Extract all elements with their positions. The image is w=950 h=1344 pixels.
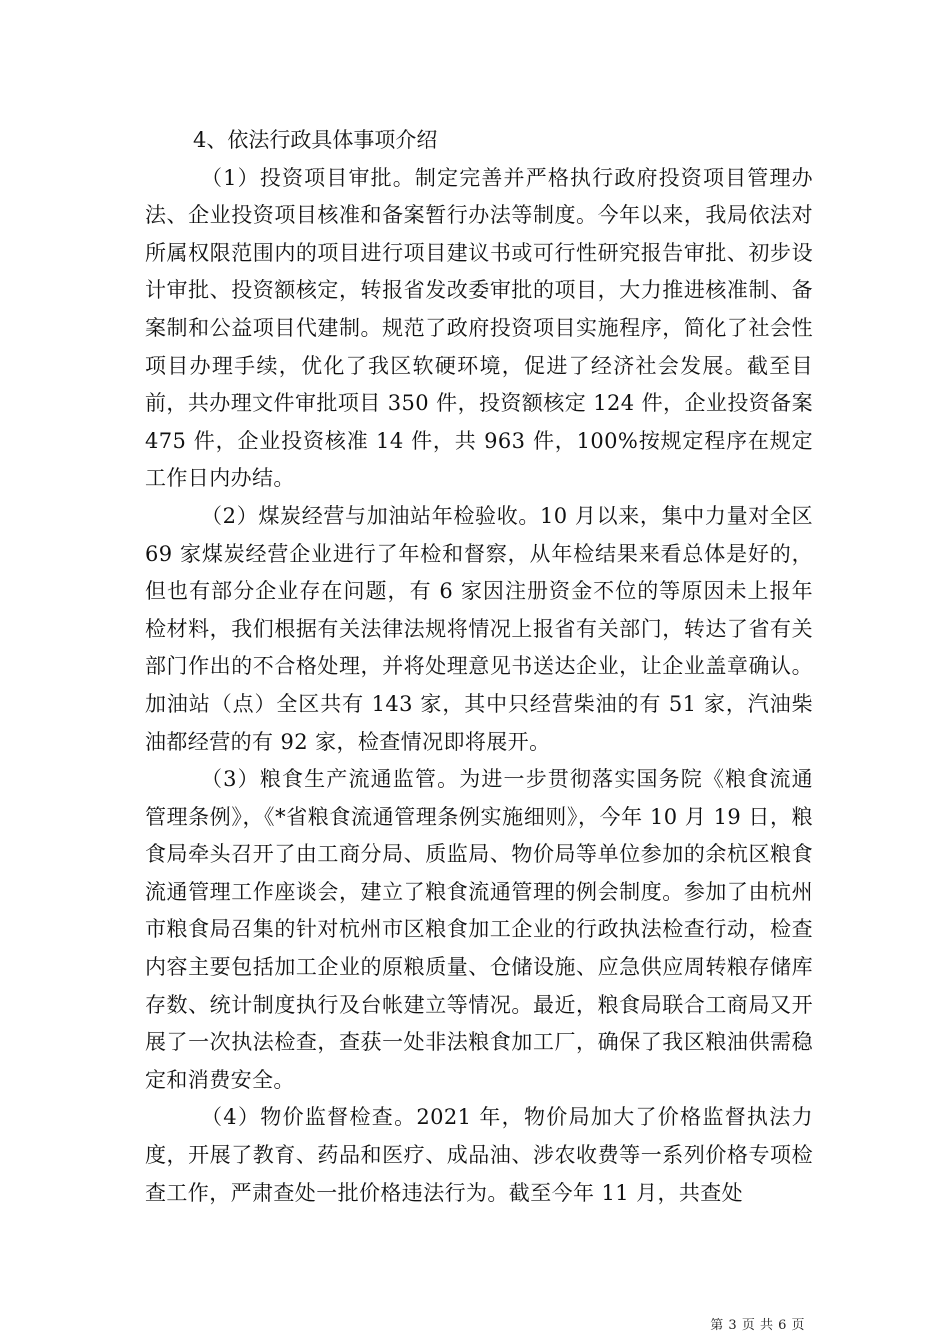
paragraph-price-inspection: （4）物价监督检查。2021 年，物价局加大了价格监督执法力度，开展了教育、药品和医疗、成品油、涉农收费等一系列价格专项检查工作，严肃查处一批价格违法行为。截至今年 11 月，共查处 — [145, 1105, 813, 1205]
section-heading: 4、依法行政具体事项介绍 — [193, 128, 438, 152]
paragraph-coal-gas-station: （2）煤炭经营与加油站年检验收。10 月以来，集中力量对全区 69 家煤炭经营企业进行了年检和督察，从年检结果来看总体是好的，但也有部分企业存在问题，有 6 家因注册资金不位的等原因未上报年检材料，我们根据有关法律法规将情况上报省有关部门，转达了省有关部门作出的不合格处理，并将处理意见书送达企业，让企业盖章确认。加油站（点）全区共有 143 家，其中只经营柴油的有 51 家，汽油柴油都经营的有 92 家，检查情况即将展开。 — [145, 503, 813, 754]
paragraph-investment-approval: （1）投资项目审批。制定完善并严格执行政府投资项目管理办法、企业投资项目核准和备案暂行办法等制度。今年以来，我局依法对所属权限范围内的项目进行项目建议书或可行性研究报告审批、初步设计审批、投资额核定，转报省发改委审批的项目，大力推进核准制、备案制和公益项目代建制。规范了政府投资项目实施程序，简化了社会性项目办理手续，优化了我区软硬环境，促进了经济社会发展。截至目前，共办理文件审批项目 350 件，投资额核定 124 件，企业投资备案 475 件，企业投资核准 14 件，共 963 件，100%按规定程序在规定工作日内办结。 — [145, 165, 813, 491]
page-number: 第 3 页 共 6 页 — [710, 1318, 805, 1333]
document-body — [145, 122, 813, 1212]
paragraph-grain-supervision: （3）粮食生产流通监管。为进一步贯彻落实国务院《粮食流通管理条例》，《*省粮食流通管理条例实施细则》，今年 10 月 19 日，粮食局牵头召开了由工商分局、质监局、物价局等单位参加的余杭区粮食流通管理工作座谈会，建立了粮食流通管理的例会制度。参加了由杭州市粮食局召集的针对杭州市区粮食加工企业的行政执法检查行动，检查内容主要包括加工企业的原粮质量、仓储设施、应急供应周转粮存储库存数、统计制度执行及台帐建立等情况。最近，粮食局联合工商局又开展了一次执法检查，查获一处非法粮食加工厂，确保了我区粮油供需稳定和消费安全。 — [145, 767, 813, 1092]
